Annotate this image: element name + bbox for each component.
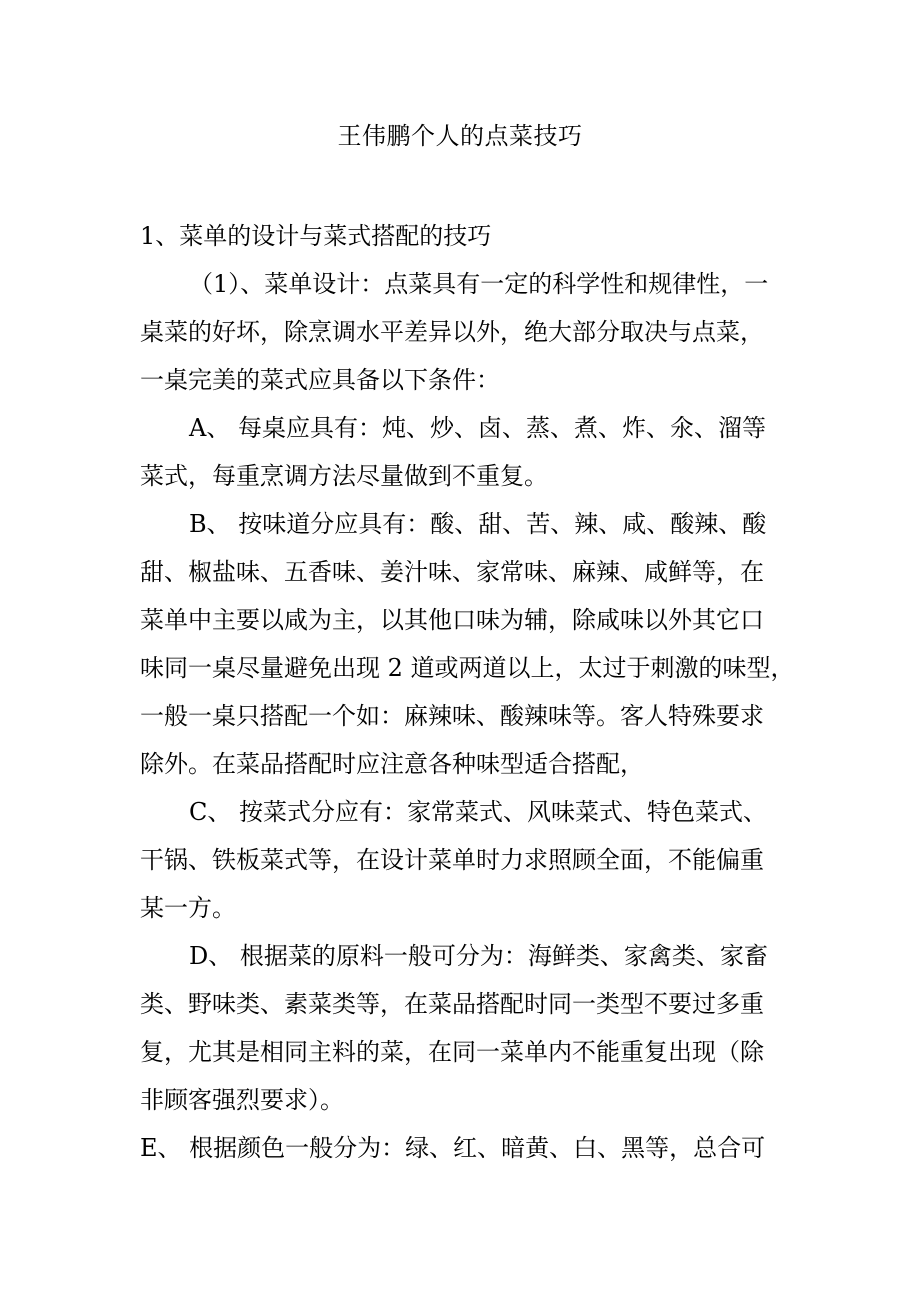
paragraph-line: 类、野味类、素菜类等，在菜品搭配时同一类型不要过多重 [140, 990, 764, 1018]
section-heading: 1、菜单的设计与菜式搭配的技巧 [140, 222, 492, 250]
paragraph-line: 一般一桌只搭配一个如：麻辣味、酸辣味等。客人特殊要求 [140, 702, 764, 730]
paragraph-line: A、 每桌应具有：炖、炒、卤、蒸、煮、炸、氽、溜等 [189, 414, 766, 442]
document-title: 王伟鹏个人的点菜技巧 [337, 122, 583, 150]
paragraph-line: 菜式，每重烹调方法尽量做到不重复。 [140, 462, 548, 490]
paragraph-line: 复，尤其是相同主料的菜，在同一菜单内不能重复出现（除 [140, 1038, 764, 1066]
paragraph-line: 菜单中主要以咸为主，以其他口味为辅，除咸味以外其它口 [140, 606, 764, 634]
paragraph-line: B、 按味道分应具有：酸、甜、苦、辣、咸、酸辣、酸 [189, 510, 767, 538]
paragraph-line: 除外。在菜品搭配时应注意各种味型适合搭配， [140, 750, 644, 778]
paragraph-line: 味同一桌尽量避免出现 2 道或两道以上，太过于刺激的味型， [140, 654, 795, 682]
paragraph-line: （1）、菜单设计：点菜具有一定的科学性和规律性，一 [189, 270, 769, 298]
paragraph-line: C、 按菜式分应有：家常菜式、风味菜式、特色菜式、 [189, 798, 767, 826]
paragraph-line: D、 根据菜的原料一般可分为：海鲜类、家禽类、家畜 [189, 942, 768, 970]
paragraph-line: 某一方。 [140, 894, 236, 922]
paragraph-line: 干锅、铁板菜式等，在设计菜单时力求照顾全面，不能偏重 [140, 846, 764, 874]
paragraph-line: 一桌完美的菜式应具备以下条件： [140, 366, 500, 394]
paragraph-line: E、 根据颜色一般分为：绿、红、暗黄、白、黑等，总合可 [140, 1134, 766, 1162]
paragraph-line: 桌菜的好坏，除烹调水平差异以外，绝大部分取决与点菜， [140, 318, 764, 346]
paragraph-line: 甜、椒盐味、五香味、姜汁味、家常味、麻辣、咸鲜等，在 [140, 558, 764, 586]
paragraph-line: 非顾客强烈要求）。 [140, 1086, 344, 1114]
